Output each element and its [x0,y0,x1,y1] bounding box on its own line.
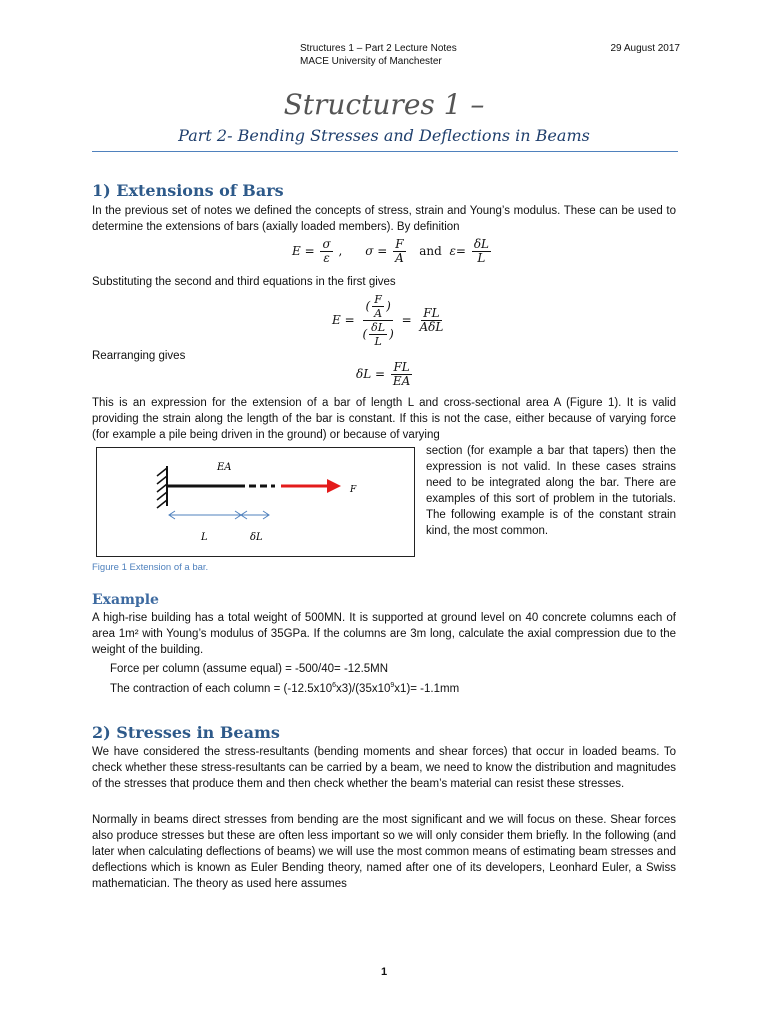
section1-paragraph-wrap: section (for example a bar that tapers) then the expression is not valid. In these cases strains need to be integrated along the bar. There are examples of this sort of problem in the tutorials. The following example is of the constant strain kind, the most common. [426,445,676,537]
header-course: Structures 1 – Part 2 Lecture Notes [300,43,457,54]
support-hatching [157,468,167,508]
page-header [300,42,680,68]
section1-substituting: Substituting the second and third equations in the first gives [92,276,396,288]
section2-heading: 2) Stresses in Beams [92,723,280,742]
equation-extension: δL = $\frac{FL}{EA}$ [356,360,411,388]
example-text: A high-rise building has a total weight of 500MN. It is supported at ground level on 40 concrete columns each of area 1m² with Young’s modulus of 35GPa. If the columns are 3m long, calculate the axial compression due to the weight of the building. [92,612,676,656]
section1-heading: 1) Extensions of Bars [92,181,284,200]
label-f: F [350,485,357,495]
header-date: 29 August 2017 [610,43,680,54]
section1-intro: In the previous set of notes we defined the concepts of stress, strain and Young’s modulus. These can be used to determine the extensions of bars (axially loaded members). By definition [92,205,676,233]
section1-rearranging: Rearranging gives [92,350,186,362]
header-institution: MACE University of Manchester [300,56,442,67]
figure-extension-of-bar [96,447,415,557]
bar-diagram [97,448,414,556]
document-subtitle: Part 2- Bending Stresses and Deflections in Beams [178,126,590,145]
section2-paragraph-1: We have considered the stress-resultants (bending moments and shear forces) that occur in loaded beams. To check whether these stress-resultants can be carried by a beam, we need to know the distribution and magnitudes of the stresses that produce them and then check whether the beam’s material can resist these stresses. [92,746,676,790]
document-title: Structures 1 – [283,88,485,121]
title-rule [92,151,678,152]
example-heading: Example [92,592,159,608]
label-ea: EA [217,462,232,473]
section1-paragraph: This is an expression for the extension of a bar of length L and cross-sectional area A (Figure 1). It is valid providing the strain along the length of the bar is constant. If this is not the case, either because of varying force (for example a pile being driven in the ground) or because of varying [92,397,676,441]
label-dl: δL [250,532,263,543]
figure-caption: Figure 1 Extension of a bar. [92,562,209,573]
section2-paragraph-2: Normally in beams direct stresses from bending are the most significant and we will focus on these. Shear forces also produce stresses but these are often less important so we will only consider them briefly. In the following (and later when calculating deflections of beams) we will use the most common means of estimating beam stresses and deflections which is known as Euler Bending theory, named after one of its developers, Leonhard Euler, a Swiss mathematician. The theory as used here assumes [92,814,676,890]
label-l: L [201,532,208,543]
force-arrow-head [327,479,341,493]
page-number: 1 [380,966,388,978]
equation-substituted: E = ( $\frac{F}{A}$ ) ( $\frac{\delta L}{L}$ ) = $\frac{FL}{\text{AδL}}$ [332,293,444,348]
equation-definitions: E = $\frac{\sigma}{\varepsilon}$ , σ = $\frac{F}{A}$ and ε= $\frac{\delta L}{L}$ [292,237,490,265]
example-force-line: Force per column (assume equal) = -500/40= -12.5MN [110,663,389,675]
example-contraction-line: The contraction of each column = $(-12.5x10^6x3)/(35x10^9x1)= -1.1mm$ [110,682,460,695]
